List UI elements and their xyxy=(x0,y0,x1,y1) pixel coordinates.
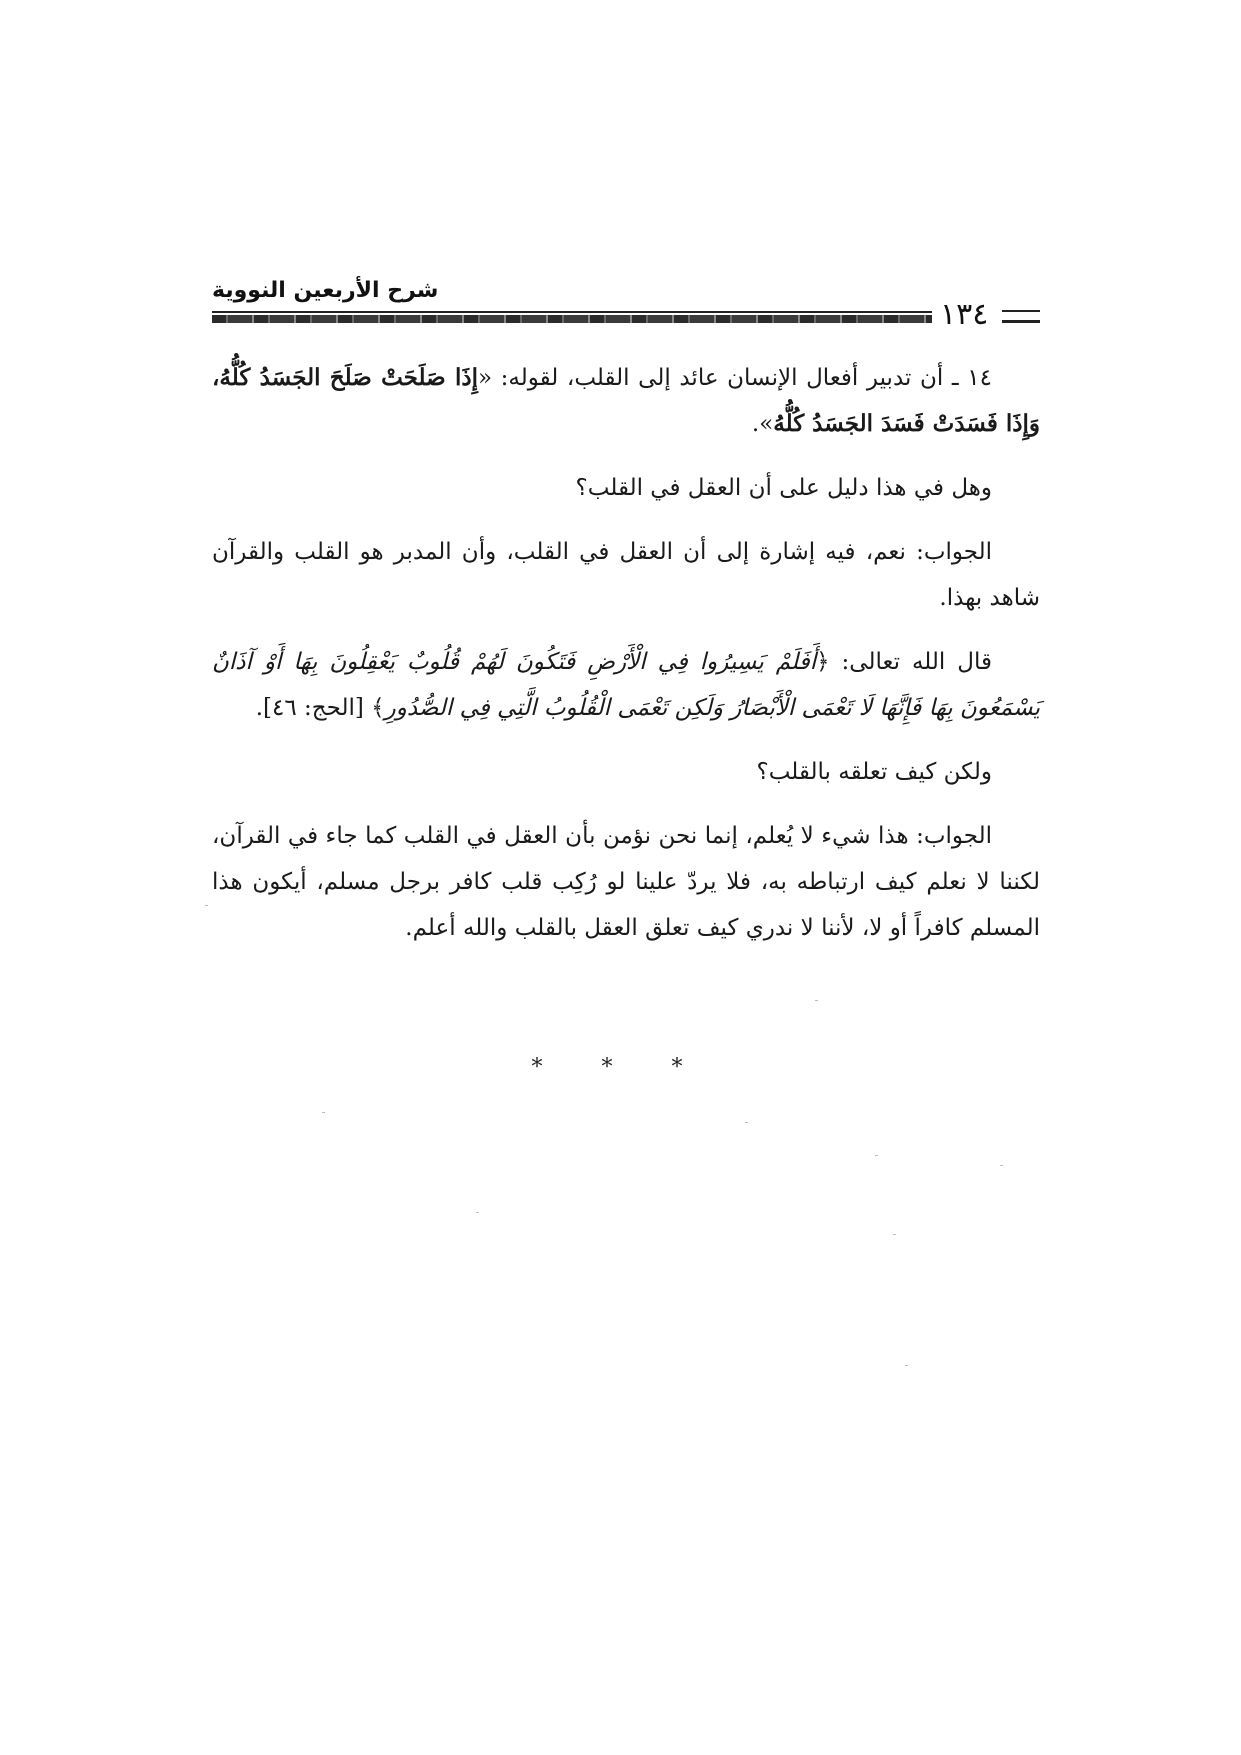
question-reason-in-heart: وهل في هذا دليل على أن العقل في القلب؟ xyxy=(575,475,992,501)
section-separator: * * * xyxy=(531,1055,709,1080)
paragraph-14 xyxy=(212,355,1040,447)
paragraph-14-text: ١٤ ـ أن تدبير أفعال الإنسان عائد إلى القلب، لقوله: « xyxy=(477,365,992,391)
running-title: شرح الأربعين النووية xyxy=(212,278,439,303)
scan-speck xyxy=(815,1000,818,1001)
header-rule xyxy=(212,315,932,323)
answer-unknown: الجواب: هذا شيء لا يُعلم، إنما نحن نؤمن بأن العقل في القلب كما جاء في القرآن، لكننا لا نعلم كيف ارتباطه به، فلا يردّ علينا لو رُكِب قلب كافر برجل مسلم، أيكون هذا المسلم كافراً أو لا، لأننا لا ندري كيف تعلق العقل بالقلب والله أعلم. xyxy=(212,823,1040,941)
page-number-ornament xyxy=(1002,310,1040,323)
body-text xyxy=(212,355,1040,969)
scan-speck xyxy=(322,1112,325,1113)
question-how-attached: ولكن كيف تعلقه بالقلب؟ xyxy=(756,759,992,785)
header-rule-top xyxy=(212,311,932,313)
quran-verse: أَفَلَمْ يَسِيرُوا فِي الْأَرْضِ فَتَكُونَ لَهُمْ قُلُوبٌ يَعْقِلُونَ بِهَا أَوْ آذَانٌ يَسْمَعُونَ بِهَا فَإِنَّهَا لَا تَعْمَى الْأَبْصَارُ وَلَكِن تَعْمَى الْقُلُوبُ الَّتِي فِي الصُّدُورِ xyxy=(212,649,1040,721)
hadith-quote: إِذَا صَلَحَتْ صَلَحَ الجَسَدُ كُلُّهُ، وَإِذَا فَسَدَتْ فَسَدَ الجَسَدُ كُلُّهُ xyxy=(212,364,1040,437)
scan-speck xyxy=(905,1365,908,1366)
quran-intro: قال الله تعالى: ﴿ xyxy=(816,649,992,675)
scan-speck xyxy=(205,905,208,906)
quran-reference: ﴾ [الحج: ٤٦]. xyxy=(255,695,385,721)
quran-citation xyxy=(212,639,1040,731)
scan-speck xyxy=(875,1155,878,1156)
answer-yes: الجواب: نعم، فيه إشارة إلى أن العقل في القلب، وأن المدبر هو القلب والقرآن شاهد بهذا. xyxy=(212,539,1040,611)
scan-speck xyxy=(893,1234,896,1235)
hadith-quote-end: ». xyxy=(751,411,774,437)
page-header xyxy=(212,278,1042,332)
scan-speck xyxy=(476,1212,479,1213)
page-number: ١٣٤ xyxy=(940,297,989,332)
scan-speck xyxy=(745,1122,748,1123)
scan-speck xyxy=(1000,1165,1003,1166)
